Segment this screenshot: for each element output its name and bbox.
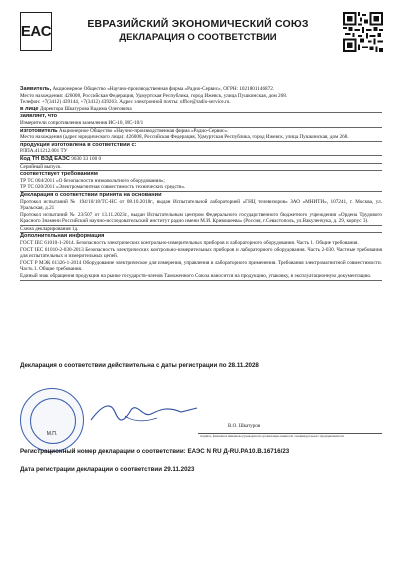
registration-date-line: [20, 466, 382, 473]
applicant-name: Акционерное Общество «Научно-производственная фирма «Радио-Сервис», ОГРН: 1021801146872.: [52, 86, 275, 92]
validity-date: 28.11.2028: [228, 362, 259, 369]
production-type: Серийный выпуск.: [20, 164, 382, 172]
additional-title: Дополнительная информация: [20, 233, 105, 240]
applicant-line: [20, 86, 382, 93]
additional-text-2: ГОСТ IEC 61010-2-030-2013 Безопасность электрических контрольно-измерительных приборов и лабораторного оборудования. Часть 2-030. Частные требования для испытательных и измерительных цепей.: [20, 246, 382, 260]
applicant-person-line: [20, 106, 382, 114]
signature-icon: [85, 398, 205, 428]
page-title: ЕВРАЗИЙСКИЙ ЭКОНОМИЧЕСКИЙ СОЮЗ: [87, 18, 309, 30]
tn-ved-label: Код ТН ВЭД ЕАЭС: [20, 155, 70, 162]
title-block: [60, 18, 336, 43]
stamp-icon: [20, 388, 84, 452]
produced-label: продукция изготовлена в соответствии с:: [20, 141, 137, 148]
basis-scheme: Схема декларирования 1д.: [20, 226, 382, 234]
product-description: Измерители сопротивления заземления ИС-10, ИС-10/1: [20, 120, 382, 128]
applicant-contacts: Телефон: +7(3412) 439144, +7(3412) 439263. Адрес электронной почты: office@radio-service.ru.: [20, 99, 231, 106]
qr-code-icon: [343, 12, 383, 52]
validity-line: [20, 362, 382, 369]
tn-ved-code: 9030 33 100 0: [71, 155, 102, 162]
additional-text-1: ГОСТ IEC 61010-1-2014. Безопасность электрических контрольно-измерительных приборов и лабораторного оборудования. Часть 1. Общие требования.: [20, 240, 359, 247]
stamp-inner-ring: [30, 398, 76, 444]
registration-label: Регистрационный номер декларации о соответствии:: [20, 448, 186, 455]
manufacturer-name: Акционерное Общество «Научно-производственная фирма «Радио-Сервис».: [58, 127, 229, 134]
stamp-mp-label: М.П.: [46, 431, 58, 437]
declares-label: заявляет, что: [20, 113, 58, 120]
applicant-address: Место нахождения: 426008, Российская Федерация, Удмуртская Республика, город Ижевск, улица Пушкинская, дом 268.: [20, 92, 288, 99]
additional-text-3: ГОСТ Р МЭК 61326-1-2014 Оборудование электрическое для измерения, управления и лабораторного применения. Требования электромагнитной совместимости. Часть 1. Общие требования.: [20, 259, 382, 273]
basis-text-1: Протокол испытаний № 194/10/18/ТС-НС от 08.10.2018г., выдан Испытательной лабораторией «ГНЦ телевизоров» ЗАО «МНИТИ», 107241, г. Москва, ул. Уральская, д.21: [20, 198, 382, 212]
signer-name: В.О. Шкатуров: [228, 424, 261, 429]
manufacturer-label: изготовитель: [20, 127, 58, 134]
requirement-1: ТР ТС 004/2011 «О безопасности низковольтного оборудования»;: [20, 177, 165, 184]
person-prefix: в лице: [20, 105, 39, 112]
page-subtitle: ДЕКЛАРАЦИЯ О СООТВЕТСТВИИ: [119, 32, 277, 43]
basis-text-2: Протокол испытаний № 23/507 от 13.11.2023г., выдан Испытательным центром Федерального государственного бюджетного учреждения «Ордена Трудового Красного Знамени Российский научно-исследовательский институт радио имени М.И. Кривошеева» (Россия, г.Севастополь, ул.Вакуленчука, д. 29, корпус 3).: [20, 211, 382, 225]
requirement-2: ТР ТС 020/2011 «Электромагнитная совместимость технических средств».: [20, 184, 382, 192]
applicant-person: Директора Шкатурова Вадима Олеговича: [39, 105, 132, 112]
product-spec: РЛПА.411212.001 ТУ: [20, 148, 382, 156]
additional-text-4: Единый знак обращения продукции на рынке государств-членов Таможенного Союза наносится на продукцию, упаковку, в эксплуатационную документацию.: [20, 273, 382, 281]
registration-date-label: Дата регистрации декларации о соответствии: [20, 466, 163, 473]
manufacturer-address: Место нахождения (адрес юридического лица): 426008, Российская Федерация, Удмуртская Республика, город Ижевск, улица Пушкинская, дом 268.: [20, 134, 382, 142]
validity-label: Декларация о соответствии действительна с даты регистрации по: [20, 362, 227, 369]
eac-logo-text: EAC: [20, 23, 52, 40]
signer-caption: подпись, фамилия и инициалы руководителя организации-заявителя / индивидуального предпринимателя: [200, 434, 344, 438]
registration-line: [20, 448, 382, 455]
basis-title: Декларация о соответствии принята на основании: [20, 191, 162, 198]
applicant-label: Заявитель,: [20, 86, 52, 92]
requirements-label: соответствует требованиям: [20, 171, 98, 178]
eac-logo: [20, 12, 52, 51]
declaration-body: [20, 86, 382, 281]
tn-ved-line: [20, 156, 382, 164]
registration-date: 29.11.2023: [163, 466, 195, 473]
registration-number: ЕАЭС N RU Д-RU.PA10.B.16716/23: [187, 448, 290, 455]
